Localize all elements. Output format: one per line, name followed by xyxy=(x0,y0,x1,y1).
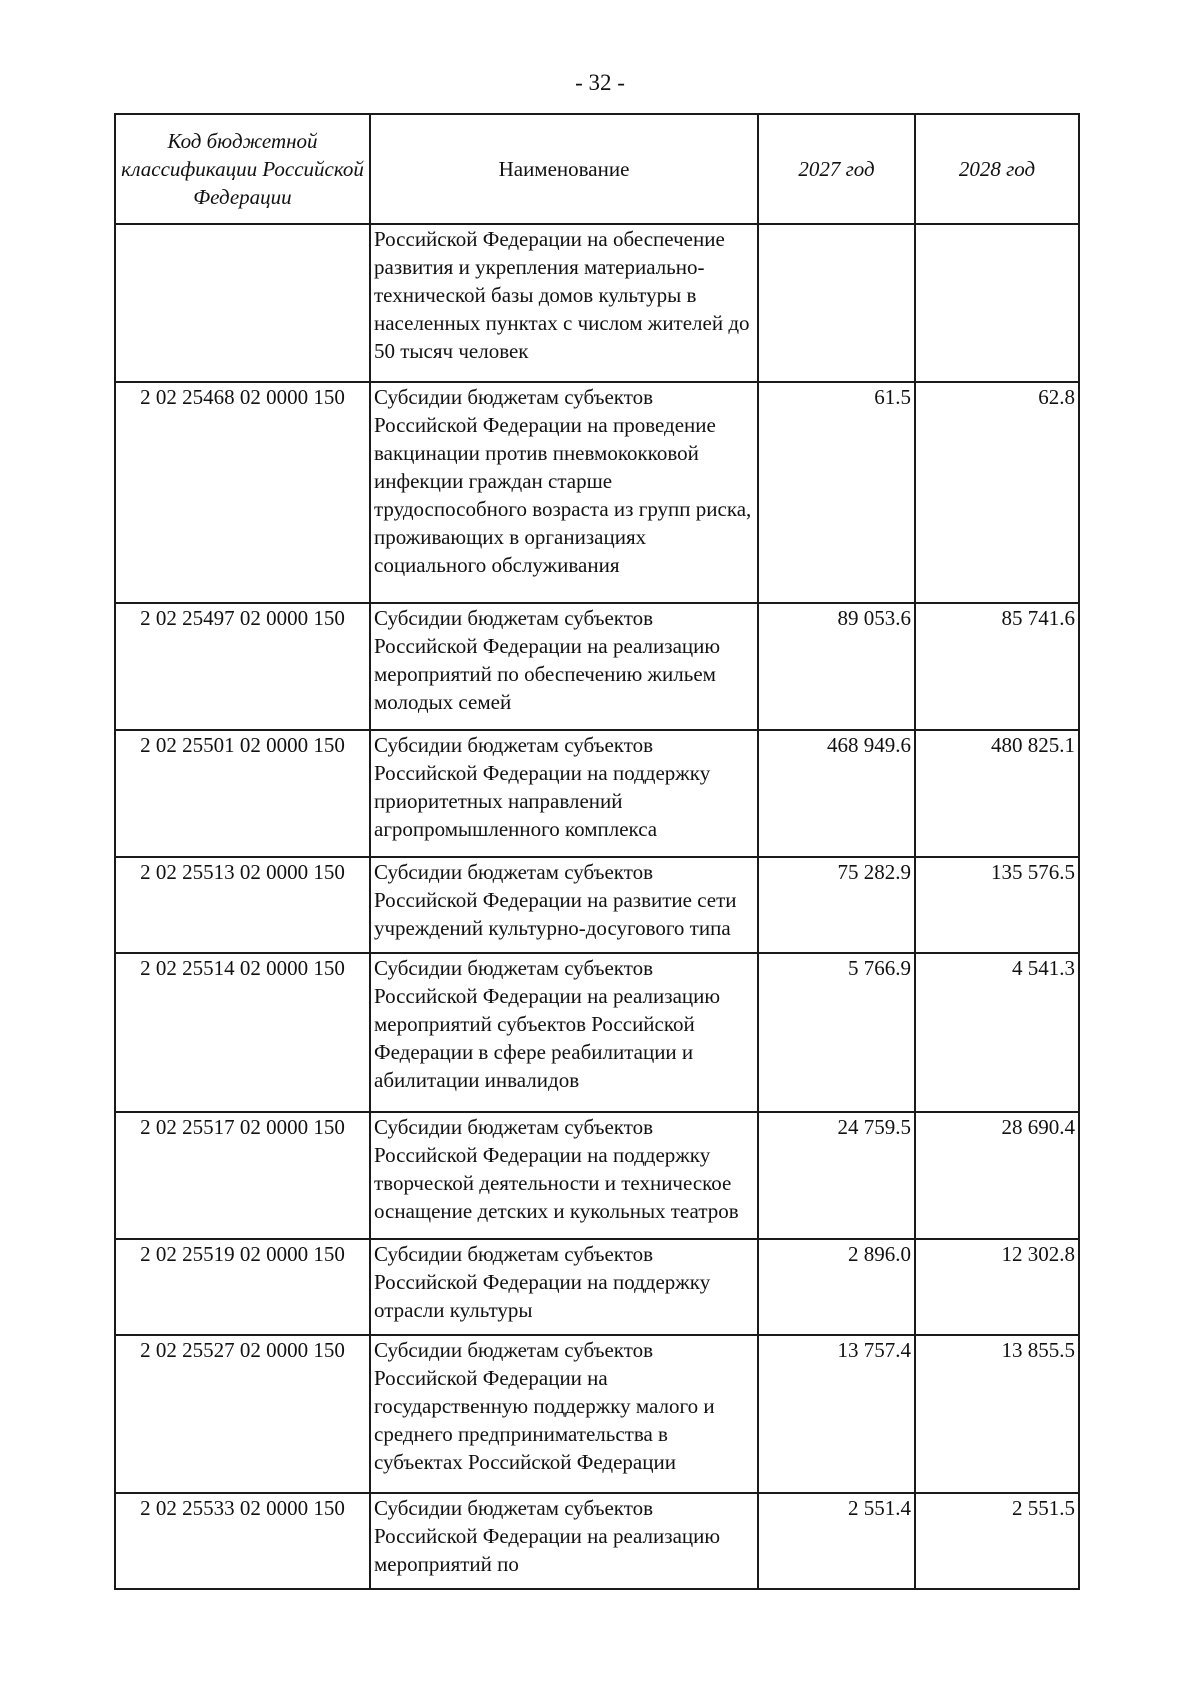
table-header-row xyxy=(115,114,1079,224)
budget-table xyxy=(114,113,1080,1590)
value-2028-cell: 12 302.8 xyxy=(915,1239,1079,1335)
code-cell: 2 02 25517 02 0000 150 xyxy=(115,1112,370,1239)
header-2027: 2027 год xyxy=(758,114,915,224)
name-cell: Субсидии бюджетам субъектов Российской Федерации на реализацию мероприятий по обеспечению жильем молодых семей xyxy=(370,603,758,730)
value-2028-cell: 480 825.1 xyxy=(915,730,1079,857)
name-cell: Субсидии бюджетам субъектов Российской Федерации на реализацию мероприятий субъектов Российской Федерации в сфере реабилитации и абилитации инвалидов xyxy=(370,953,758,1111)
value-2027-cell: 2 896.0 xyxy=(758,1239,915,1335)
table-row xyxy=(115,1112,1079,1239)
code-cell: 2 02 25468 02 0000 150 xyxy=(115,382,370,603)
name-cell: Субсидии бюджетам субъектов Российской Федерации на поддержку отрасли культуры xyxy=(370,1239,758,1335)
table-row xyxy=(115,224,1079,382)
code-cell xyxy=(115,224,370,382)
value-2027-cell: 13 757.4 xyxy=(758,1335,915,1493)
value-2027-cell: 61.5 xyxy=(758,382,915,603)
header-code: Код бюджетной классификации Российской Федерации xyxy=(115,114,370,224)
table-row xyxy=(115,603,1079,730)
header-2028: 2028 год xyxy=(915,114,1079,224)
code-cell: 2 02 25497 02 0000 150 xyxy=(115,603,370,730)
code-cell: 2 02 25513 02 0000 150 xyxy=(115,857,370,953)
page-number: - 32 - xyxy=(575,70,625,95)
value-2028-cell: 13 855.5 xyxy=(915,1335,1079,1493)
value-2028-cell: 62.8 xyxy=(915,382,1079,603)
value-2027-cell: 2 551.4 xyxy=(758,1493,915,1589)
code-cell: 2 02 25533 02 0000 150 xyxy=(115,1493,370,1589)
value-2028-cell: 2 551.5 xyxy=(915,1493,1079,1589)
table-row xyxy=(115,1493,1079,1589)
value-2027-cell: 468 949.6 xyxy=(758,730,915,857)
table-row xyxy=(115,1335,1079,1493)
value-2028-cell: 4 541.3 xyxy=(915,953,1079,1111)
value-2027-cell: 75 282.9 xyxy=(758,857,915,953)
table-row xyxy=(115,730,1079,857)
name-cell: Субсидии бюджетам субъектов Российской Федерации на поддержку приоритетных направлений агропромышленного комплекса xyxy=(370,730,758,857)
value-2028-cell: 28 690.4 xyxy=(915,1112,1079,1239)
table-row xyxy=(115,857,1079,953)
name-cell: Российской Федерации на обеспечение развития и укрепления материально-технической базы домов культуры в населенных пунктах с числом жителей до 50 тысяч человек xyxy=(370,224,758,382)
table-row xyxy=(115,382,1079,603)
name-cell: Субсидии бюджетам субъектов Российской Федерации на проведение вакцинации против пневмококковой инфекции граждан старше трудоспособного возраста из групп риска, проживающих в организациях социального обслуживания xyxy=(370,382,758,603)
value-2028-cell xyxy=(915,224,1079,382)
header-name: Наименование xyxy=(370,114,758,224)
name-cell: Субсидии бюджетам субъектов Российской Федерации на поддержку творческой деятельности и техническое оснащение детских и кукольных театров xyxy=(370,1112,758,1239)
name-cell: Субсидии бюджетам субъектов Российской Федерации на государственную поддержку малого и среднего предпринимательства в субъектах Российской Федерации xyxy=(370,1335,758,1493)
code-cell: 2 02 25514 02 0000 150 xyxy=(115,953,370,1111)
value-2027-cell: 24 759.5 xyxy=(758,1112,915,1239)
name-cell: Субсидии бюджетам субъектов Российской Федерации на реализацию мероприятий по xyxy=(370,1493,758,1589)
code-cell: 2 02 25527 02 0000 150 xyxy=(115,1335,370,1493)
value-2027-cell: 89 053.6 xyxy=(758,603,915,730)
value-2028-cell: 135 576.5 xyxy=(915,857,1079,953)
value-2028-cell: 85 741.6 xyxy=(915,603,1079,730)
code-cell: 2 02 25501 02 0000 150 xyxy=(115,730,370,857)
table-row xyxy=(115,1239,1079,1335)
table-row xyxy=(115,953,1079,1111)
value-2027-cell xyxy=(758,224,915,382)
name-cell: Субсидии бюджетам субъектов Российской Федерации на развитие сети учреждений культурно-досугового типа xyxy=(370,857,758,953)
code-cell: 2 02 25519 02 0000 150 xyxy=(115,1239,370,1335)
value-2027-cell: 5 766.9 xyxy=(758,953,915,1111)
